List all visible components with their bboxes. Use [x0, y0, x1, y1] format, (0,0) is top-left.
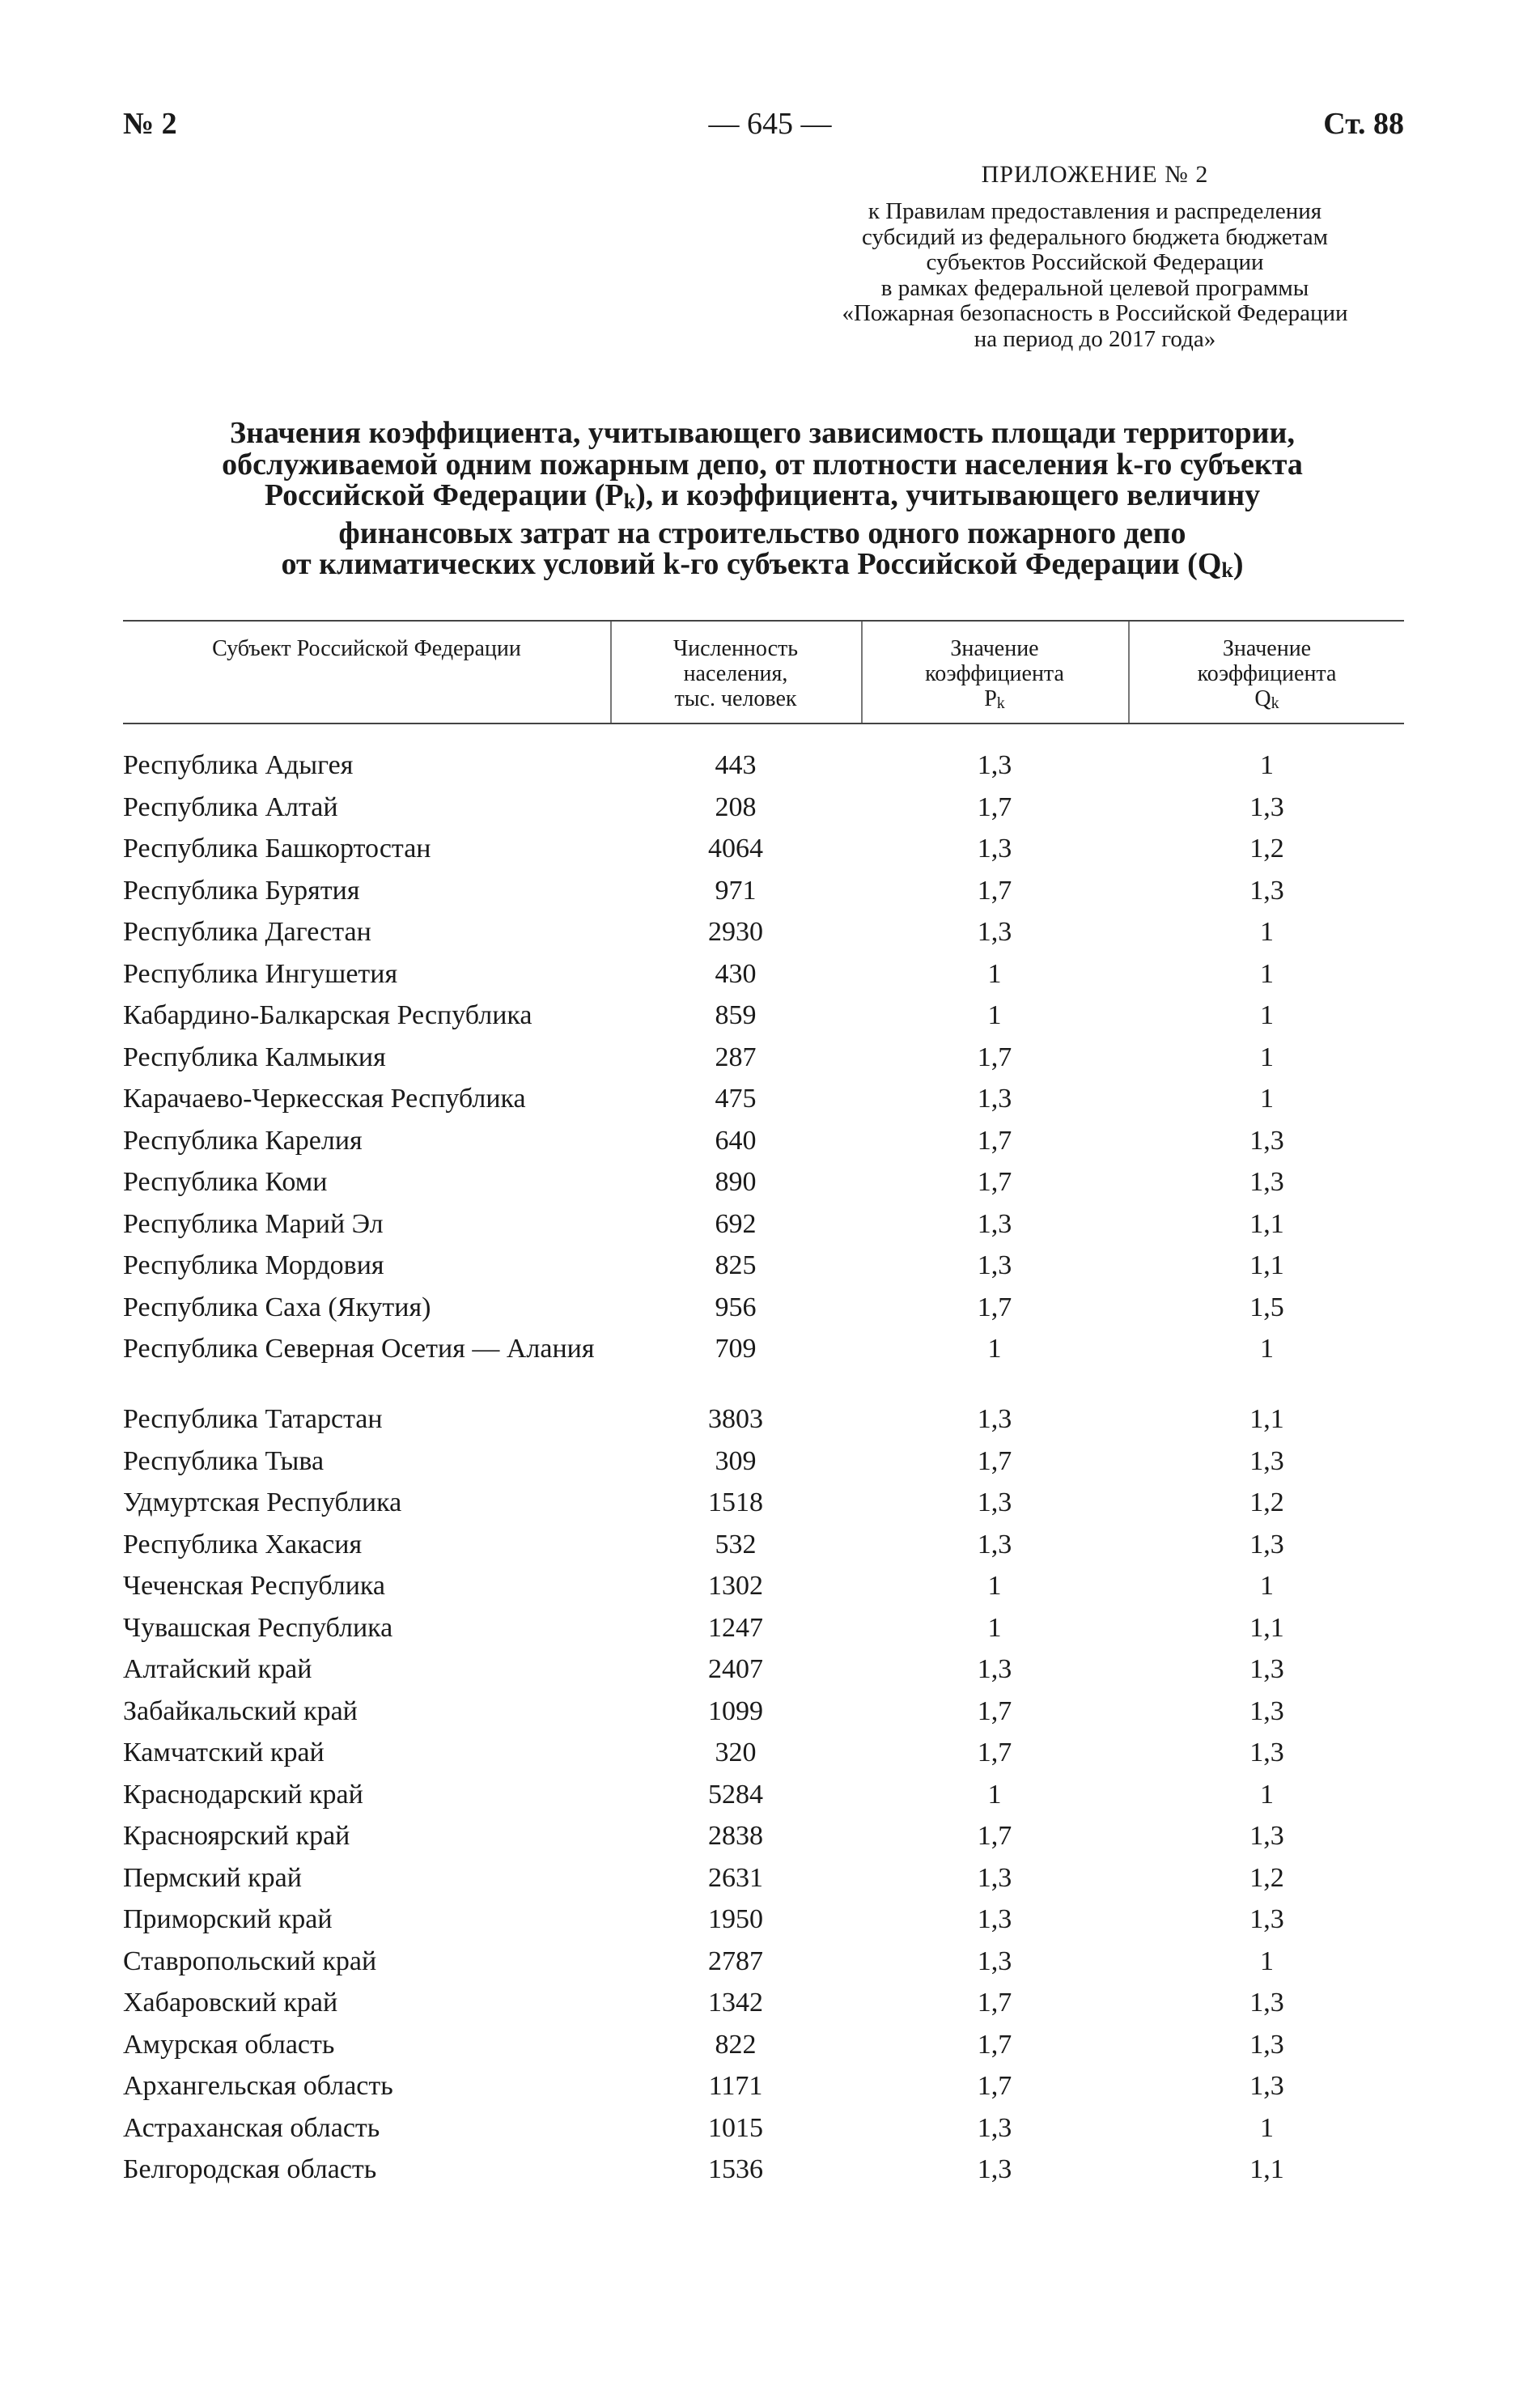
- pk-cell: 1,7: [977, 2029, 1012, 2060]
- header-subject: Субъект Российской Федерации: [212, 636, 521, 661]
- population-cell: 320: [715, 1738, 757, 1767]
- table-row: [123, 1488, 1404, 1530]
- qk-cell: 1: [1260, 1334, 1274, 1364]
- qk-cell: 1: [1260, 1946, 1274, 1976]
- qk-cell: 1: [1260, 1571, 1274, 1601]
- qk-cell: 1,3: [1249, 1738, 1284, 1767]
- subject-name-cell: Республика Саха (Якутия): [123, 1292, 431, 1322]
- subject-name-cell: Республика Марий Эл: [123, 1208, 384, 1239]
- qk-cell: 1: [1260, 2112, 1274, 2143]
- subject-name-cell: Республика Хакасия: [123, 1529, 363, 1559]
- table-row: [123, 1043, 1404, 1085]
- table-row: [123, 960, 1404, 1002]
- pk-cell: 1: [987, 958, 1002, 989]
- qk-cell: 1,2: [1249, 1862, 1284, 1893]
- subject-name-cell: Республика Ингушетия: [123, 958, 398, 989]
- qk-cell: 1,3: [1249, 1695, 1284, 1726]
- qk-cell: 1,3: [1249, 2029, 1284, 2060]
- subject-name-cell: Ставропольский край: [123, 1946, 377, 1976]
- qk-cell: 1,3: [1249, 1445, 1284, 1476]
- table-row: [123, 1447, 1404, 1489]
- table-row: [123, 751, 1404, 793]
- table-row: [123, 1084, 1404, 1127]
- population-cell: 890: [715, 1167, 757, 1197]
- pk-cell: 1,3: [977, 917, 1012, 947]
- qk-cell: 1,3: [1249, 791, 1284, 822]
- subject-name-cell: Чеченская Республика: [123, 1571, 385, 1601]
- qk-cell: 1,2: [1249, 1487, 1284, 1517]
- header-population: Численность населения, тыс. человек: [672, 636, 799, 711]
- subject-name-cell: Камчатский край: [123, 1738, 325, 1767]
- qk-cell: 1,1: [1249, 1208, 1284, 1239]
- qk-cell: 1,3: [1249, 1654, 1284, 1684]
- table-row: [123, 1293, 1404, 1335]
- population-cell: 1342: [708, 1988, 763, 2018]
- subject-name-cell: Республика Дагестан: [123, 917, 371, 947]
- pk-cell: 1,3: [977, 2154, 1012, 2184]
- subject-name-cell: Республика Северная Осетия — Алания: [123, 1334, 595, 1364]
- document-title: [123, 418, 1402, 587]
- pk-cell: 1,7: [977, 1988, 1012, 2018]
- pk-cell: 1,7: [977, 791, 1012, 822]
- table-row: [123, 834, 1404, 876]
- header-bottom-rule: [123, 723, 1404, 724]
- subject-name-cell: Карачаево-Черкесская Республика: [123, 1084, 526, 1114]
- pk-cell: 1: [987, 1334, 1002, 1364]
- subject-name-cell: Республика Адыгея: [123, 750, 354, 780]
- table-body: [123, 751, 1404, 2197]
- population-cell: 2787: [708, 1946, 763, 1976]
- table-row: [123, 1655, 1404, 1697]
- pk-cell: 1,3: [977, 1487, 1012, 1517]
- table-row: [123, 2155, 1404, 2197]
- subject-name-cell: Краснодарский край: [123, 1779, 363, 1810]
- pk-cell: 1,3: [977, 1654, 1012, 1684]
- pk-cell: 1,7: [977, 1695, 1012, 1726]
- population-cell: 443: [715, 750, 757, 780]
- subject-name-cell: Республика Карелия: [123, 1125, 363, 1156]
- population-cell: 1247: [708, 1612, 763, 1643]
- title-line: Российской Федерации $(P_k)$, и коэффициента, учитывающего величину: [264, 478, 1261, 513]
- pk-cell: 1,3: [977, 1404, 1012, 1434]
- appendix-line: к Правилам предоставления и распределения: [868, 198, 1322, 224]
- population-cell: 1099: [708, 1695, 763, 1726]
- issue-number: № 2: [123, 107, 177, 141]
- population-cell: 1015: [708, 2112, 763, 2143]
- pk-cell: 1,3: [977, 1862, 1012, 1893]
- table-row: [123, 1530, 1404, 1572]
- qk-cell: 1: [1260, 750, 1274, 780]
- population-cell: 2930: [708, 917, 763, 947]
- table-row: [123, 1988, 1404, 2030]
- pk-cell: 1,3: [977, 1946, 1012, 1976]
- table-row: [123, 1251, 1404, 1293]
- table-row: [123, 1210, 1404, 1252]
- subject-name-cell: Республика Алтай: [123, 791, 338, 822]
- pk-cell: 1: [987, 1612, 1002, 1643]
- qk-cell: 1,3: [1249, 1904, 1284, 1934]
- subject-name-cell: Алтайский край: [123, 1654, 312, 1684]
- population-cell: 709: [715, 1334, 757, 1364]
- pk-cell: 1,7: [977, 1445, 1012, 1476]
- appendix-lines: [775, 199, 1415, 352]
- qk-cell: 1,3: [1249, 1821, 1284, 1851]
- population-cell: 2838: [708, 1821, 763, 1851]
- population-cell: 475: [715, 1084, 757, 1114]
- table-row: [123, 918, 1404, 960]
- subject-name-cell: Архангельская область: [123, 2071, 393, 2101]
- qk-cell: 1,3: [1249, 1529, 1284, 1559]
- subject-name-cell: Амурская область: [123, 2029, 335, 2060]
- table-row: [123, 1864, 1404, 1906]
- title-line: от климатических условий k-го субъекта Российской Федерации $(Q_k)$: [281, 547, 1244, 582]
- table-row: [123, 1947, 1404, 1989]
- table-row: [123, 1127, 1404, 1169]
- pk-cell: 1,3: [977, 1084, 1012, 1114]
- appendix-line: на период до 2017 года»: [974, 325, 1216, 352]
- population-cell: 825: [715, 1250, 757, 1280]
- population-cell: 430: [715, 958, 757, 989]
- pk-cell: 1,3: [977, 750, 1012, 780]
- subject-name-cell: Кабардино-Балкарская Республика: [123, 1000, 532, 1030]
- pk-cell: 1,3: [977, 1208, 1012, 1239]
- qk-cell: 1: [1260, 1084, 1274, 1114]
- pk-cell: 1,7: [977, 2071, 1012, 2101]
- pk-cell: 1: [987, 1000, 1002, 1030]
- population-cell: 640: [715, 1125, 757, 1156]
- subject-name-cell: Забайкальский край: [123, 1695, 358, 1726]
- qk-cell: 1,2: [1249, 834, 1284, 864]
- pk-cell: 1,7: [977, 1292, 1012, 1322]
- population-cell: 822: [715, 2029, 757, 2060]
- population-cell: 532: [715, 1529, 757, 1559]
- qk-cell: 1: [1260, 1779, 1274, 1810]
- subject-name-cell: Пермский край: [123, 1862, 302, 1893]
- table-row: [123, 1780, 1404, 1823]
- table-row: [123, 1738, 1404, 1780]
- table-row: [123, 876, 1404, 919]
- population-cell: 859: [715, 1000, 757, 1030]
- subject-name-cell: Республика Башкортостан: [123, 834, 431, 864]
- appendix-line: субъектов Российской Федерации: [926, 249, 1264, 275]
- population-cell: 208: [715, 791, 757, 822]
- population-cell: 1950: [708, 1904, 763, 1934]
- qk-cell: 1: [1260, 1042, 1274, 1072]
- subject-name-cell: Удмуртская Республика: [123, 1487, 402, 1517]
- population-cell: 5284: [708, 1779, 763, 1810]
- pk-cell: 1: [987, 1571, 1002, 1601]
- article-number: Ст. 88: [1323, 107, 1404, 141]
- table-row: [123, 2114, 1404, 2156]
- header-pk: Значение коэффициента $P_k$: [925, 636, 1064, 712]
- qk-cell: 1,3: [1249, 1988, 1284, 2018]
- pk-cell: 1,7: [977, 1738, 1012, 1767]
- population-cell: 956: [715, 1292, 757, 1322]
- pk-cell: 1,3: [977, 2112, 1012, 2143]
- page-number: — 645 —: [708, 107, 832, 141]
- table-row: [123, 1168, 1404, 1210]
- subject-name-cell: Белгородская область: [123, 2154, 377, 2184]
- table-top-rule: [123, 620, 1404, 622]
- pk-cell: 1,7: [977, 875, 1012, 906]
- table-row: [123, 1335, 1404, 1405]
- subject-name-cell: Республика Мордовия: [123, 1250, 384, 1280]
- population-cell: 309: [715, 1445, 757, 1476]
- qk-cell: 1: [1260, 958, 1274, 989]
- appendix-line: субсидий из федерального бюджета бюджетам: [861, 223, 1329, 250]
- qk-cell: 1,3: [1249, 1125, 1284, 1156]
- pk-cell: 1,3: [977, 1904, 1012, 1934]
- subject-name-cell: Республика Калмыкия: [123, 1042, 386, 1072]
- pk-cell: 1,3: [977, 834, 1012, 864]
- table-row: [123, 1697, 1404, 1739]
- qk-cell: 1,5: [1249, 1292, 1284, 1322]
- table-row: [123, 1405, 1404, 1447]
- population-cell: 1171: [708, 2071, 763, 2101]
- qk-cell: 1,3: [1249, 2071, 1284, 2101]
- subject-name-cell: Приморский край: [123, 1904, 333, 1934]
- population-cell: 692: [715, 1208, 757, 1239]
- appendix-line: в рамках федеральной целевой программы: [880, 274, 1309, 301]
- qk-cell: 1,1: [1249, 1612, 1284, 1643]
- subject-name-cell: Республика Тыва: [123, 1445, 325, 1476]
- population-cell: 2631: [708, 1862, 763, 1893]
- table-row: [123, 2030, 1404, 2073]
- qk-cell: 1,3: [1249, 1167, 1284, 1197]
- qk-cell: 1,1: [1249, 2154, 1284, 2184]
- subject-name-cell: Астраханская область: [123, 2112, 380, 2143]
- population-cell: 971: [715, 875, 757, 906]
- qk-cell: 1,3: [1249, 875, 1284, 906]
- population-cell: 2407: [708, 1654, 763, 1684]
- population-cell: 4064: [708, 834, 763, 864]
- qk-cell: 1,1: [1249, 1250, 1284, 1280]
- pk-cell: 1,3: [977, 1529, 1012, 1559]
- pk-cell: 1,7: [977, 1821, 1012, 1851]
- subject-name-cell: Чувашская Республика: [123, 1612, 393, 1643]
- subject-name-cell: Республика Татарстан: [123, 1404, 383, 1434]
- population-cell: 1518: [708, 1487, 763, 1517]
- subject-name-cell: Красноярский край: [123, 1821, 350, 1851]
- pk-cell: 1: [987, 1779, 1002, 1810]
- header-qk: Значение коэффициента $Q_k$: [1197, 636, 1337, 712]
- population-cell: 1536: [708, 2154, 763, 2184]
- appendix-line: «Пожарная безопасность в Российской Федерации: [842, 300, 1348, 326]
- table-row: [123, 2072, 1404, 2114]
- qk-cell: 1,1: [1249, 1404, 1284, 1434]
- pk-cell: 1,7: [977, 1042, 1012, 1072]
- population-cell: 1302: [708, 1571, 763, 1601]
- table-row: [123, 1001, 1404, 1043]
- qk-cell: 1: [1260, 917, 1274, 947]
- table-row: [123, 1822, 1404, 1864]
- subject-name-cell: Республика Бурятия: [123, 875, 360, 906]
- title-line: финансовых затрат на строительство одного пожарного депо: [338, 516, 1186, 550]
- table-row: [123, 793, 1404, 835]
- qk-cell: 1: [1260, 1000, 1274, 1030]
- population-cell: 287: [715, 1042, 757, 1072]
- population-cell: 3803: [708, 1404, 763, 1434]
- subject-name-cell: Республика Коми: [123, 1167, 328, 1197]
- table-row: [123, 1614, 1404, 1656]
- appendix-title: ПРИЛОЖЕНИЕ № 2: [981, 161, 1209, 188]
- title-line: Значения коэффициента, учитывающего зависимость площади территории,: [230, 416, 1295, 450]
- table-row: [123, 1572, 1404, 1614]
- subject-name-cell: Хабаровский край: [123, 1988, 338, 2018]
- table-row: [123, 1905, 1404, 1947]
- pk-cell: 1,3: [977, 1250, 1012, 1280]
- title-line: обслуживаемой одним пожарным депо, от плотности населения k-го субъекта: [222, 447, 1303, 482]
- pk-cell: 1,7: [977, 1167, 1012, 1197]
- pk-cell: 1,7: [977, 1125, 1012, 1156]
